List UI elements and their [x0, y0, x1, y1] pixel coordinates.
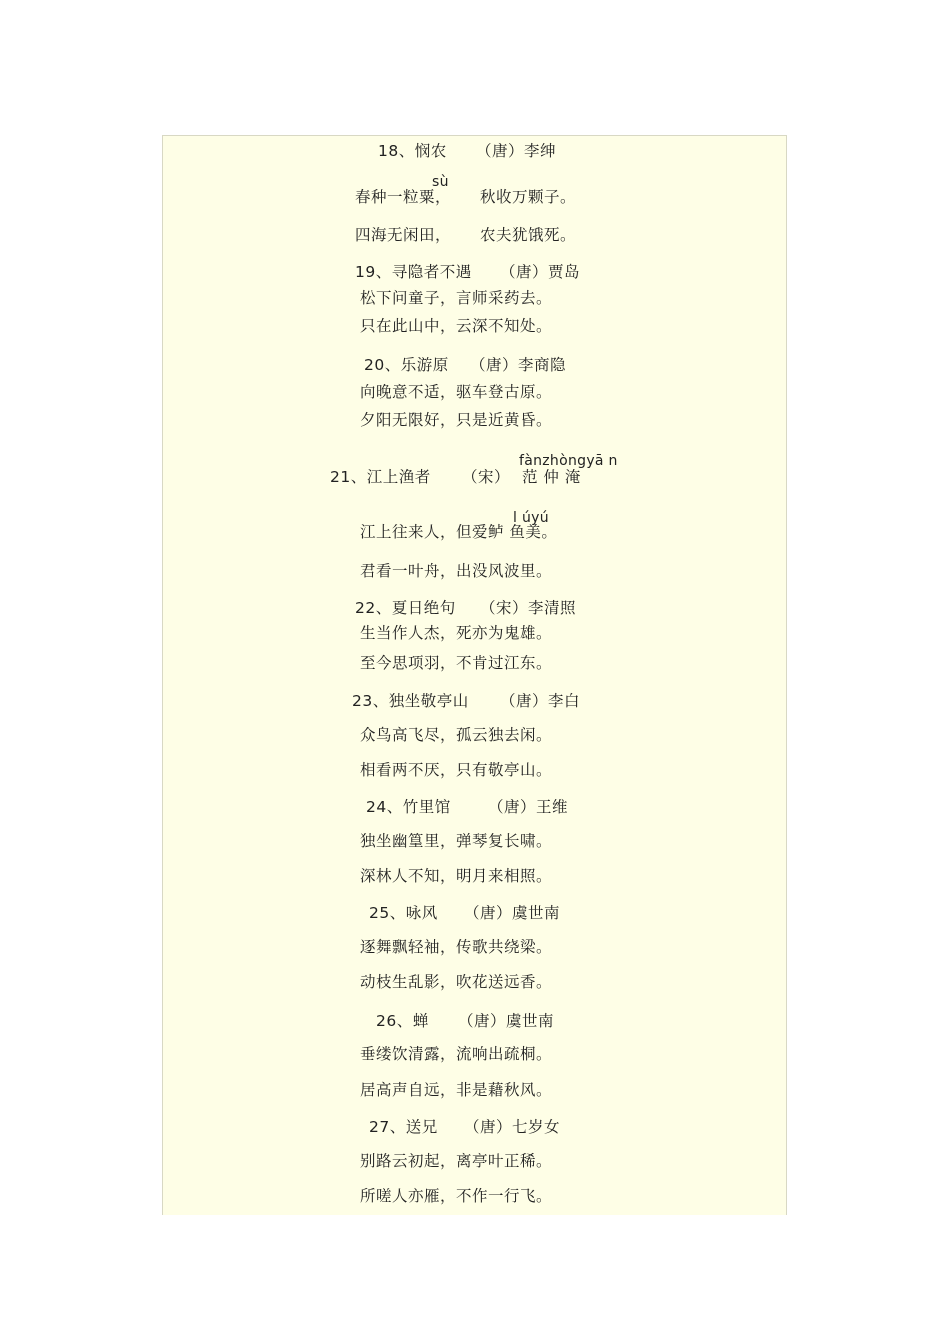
poem-line: 只在此山中，云深不知处。 — [360, 317, 553, 335]
poem-title: 18、悯农 — [378, 142, 447, 160]
poem-title: 23、独坐敬亭山 — [352, 692, 469, 710]
poem-line: 众鸟高飞尽，孤云独去闲。 — [360, 726, 553, 744]
poem-line: 垂缕饮清露，流响出疏桐。 — [360, 1045, 553, 1063]
poem-author: （唐）王维 — [488, 798, 569, 816]
poem-line: 所嗟人亦雁，不作一行飞。 — [360, 1187, 553, 1205]
pinyin-annotation: l úyú — [513, 510, 549, 526]
poem-line: 君看一叶舟，出没风波里。 — [360, 562, 553, 580]
poem-author: （唐）七岁女 — [464, 1118, 561, 1136]
poem-title: 20、乐游原 — [364, 356, 449, 374]
pinyin-annotation: fànzhòngyā n — [519, 453, 618, 469]
poem-line: 至今思项羽，不肯过江东。 — [360, 654, 553, 672]
poem-title: 27、送兄 — [369, 1118, 438, 1136]
poem-line: 居高声自远，非是藉秋风。 — [360, 1081, 553, 1099]
poem-line: 江上往来人，但爱鲈 鱼美。 — [360, 523, 558, 541]
pinyin-annotation: sù — [432, 174, 449, 190]
poem-title: 21、江上渔者 — [330, 468, 431, 486]
poem-author: （唐）虞世南 — [464, 904, 561, 922]
poem-line: 四海无闲田， — [355, 226, 452, 244]
poem-line: 向晚意不适，驱车登古原。 — [360, 383, 553, 401]
poem-line: 深林人不知，明月来相照。 — [360, 867, 553, 885]
poem-line: 春种一粒粟， — [355, 188, 452, 206]
poem-line: 别路云初起，离亭叶正稀。 — [360, 1152, 553, 1170]
poem-line: 秋收万颗子。 — [480, 188, 577, 206]
poem-author: （唐）李绅 — [476, 142, 557, 160]
poem-line: 独坐幽篁里，弹琴复长啸。 — [360, 832, 553, 850]
poem-title: 22、夏日绝句 — [355, 599, 456, 617]
poem-line: 逐舞飘轻袖，传歌共绕梁。 — [360, 938, 553, 956]
poem-title: 25、咏风 — [369, 904, 438, 922]
poem-author: （唐）李白 — [500, 692, 581, 710]
poem-line: 夕阳无限好，只是近黄昏。 — [360, 411, 553, 429]
poem-author: （宋）李清照 — [480, 599, 577, 617]
poem-line: 生当作人杰，死亦为鬼雄。 — [360, 624, 553, 642]
poem-title: 24、竹里馆 — [366, 798, 451, 816]
poem-line: 农夫犹饿死。 — [480, 226, 577, 244]
poem-title: 19、寻隐者不遇 — [355, 263, 472, 281]
poem-author-dynasty: （宋） — [462, 468, 511, 486]
poem-line: 动枝生乱影，吹花送远香。 — [360, 973, 553, 991]
poem-line: 相看两不厌，只有敬亭山。 — [360, 761, 553, 779]
poem-author: （唐）贾岛 — [500, 263, 581, 281]
poem-author: （唐）李商隐 — [470, 356, 567, 374]
poem-title: 26、蝉 — [376, 1012, 429, 1030]
poem-author: （唐）虞世南 — [458, 1012, 555, 1030]
poem-author: 范 仲 淹 — [522, 468, 581, 486]
poem-line: 松下问童子，言师采药去。 — [360, 289, 553, 307]
